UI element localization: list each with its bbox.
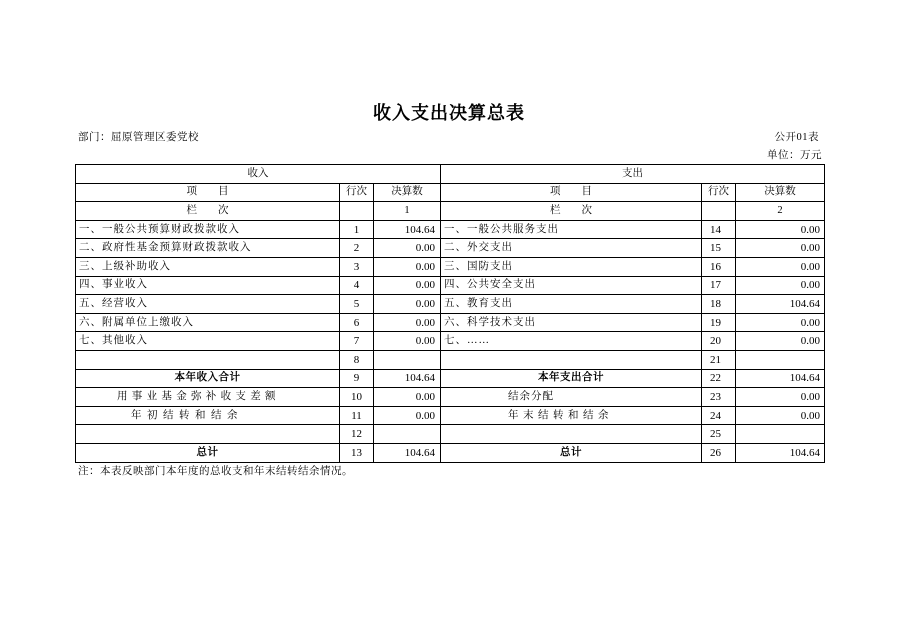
- income-amount-cell: 104.64: [374, 220, 441, 239]
- unit-label: 单位：万元: [767, 150, 822, 161]
- expense-line-cell: 14: [702, 220, 736, 239]
- table-row: [76, 332, 825, 351]
- subtotal-row: [76, 369, 825, 388]
- expense-amount-cell: 0.00: [736, 406, 825, 425]
- expense-line-cell: 26: [702, 443, 736, 462]
- expense-amount-cell: 0.00: [736, 388, 825, 407]
- expense-line-cell: 22: [702, 369, 736, 388]
- table-row: [76, 313, 825, 332]
- expense-item-cell: 六、科学技术支出: [441, 313, 702, 332]
- expense-line-cell: 24: [702, 406, 736, 425]
- income-line-cell: 2: [340, 239, 374, 258]
- income-line-cell: 4: [340, 276, 374, 295]
- empty-cell: [374, 350, 441, 369]
- expense-line-cell: 16: [702, 257, 736, 276]
- expense-index-number: 2: [736, 202, 825, 221]
- expense-total-amount: 104.64: [736, 443, 825, 462]
- income-item-cell: 三、上级补助收入: [76, 257, 340, 276]
- income-item-cell: 年初结转和结余: [76, 406, 340, 425]
- income-section-header: 收入: [76, 165, 441, 184]
- income-item-cell: 二、政府性基金预算财政拨款收入: [76, 239, 340, 258]
- column-index-row: [76, 202, 825, 221]
- expense-item-cell: 七、……: [441, 332, 702, 351]
- table-row: [76, 257, 825, 276]
- expense-item-cell: 四、公共安全支出: [441, 276, 702, 295]
- column-header-row: [76, 183, 825, 202]
- expense-total-label: 总计: [441, 443, 702, 462]
- income-amount-cell: 0.00: [374, 239, 441, 258]
- expense-item-header: 项 目: [441, 183, 702, 202]
- expense-section-header: 支出: [441, 165, 825, 184]
- income-item-cell: 七、其他收入: [76, 332, 340, 351]
- expense-item-cell: 一、一般公共服务支出: [441, 220, 702, 239]
- section-header-row: [76, 165, 825, 184]
- empty-cell: [736, 425, 825, 444]
- expense-amount-cell: 0.00: [736, 257, 825, 276]
- expense-index-label: 栏 次: [441, 202, 702, 221]
- expense-line-cell: 25: [702, 425, 736, 444]
- footnote: 注：本表反映部门本年度的总收支和年末结转结余情况。: [78, 466, 353, 477]
- income-amount-cell: 0.00: [374, 388, 441, 407]
- income-line-cell: 7: [340, 332, 374, 351]
- income-expense-table: [75, 164, 825, 463]
- income-amount-cell: 0.00: [374, 406, 441, 425]
- expense-item-cell: 二、外交支出: [441, 239, 702, 258]
- empty-cell: [736, 350, 825, 369]
- income-amount-cell: 0.00: [374, 257, 441, 276]
- table-row: [76, 295, 825, 314]
- table-row: [76, 350, 825, 369]
- expense-line-cell: 15: [702, 239, 736, 258]
- expense-line-cell: 21: [702, 350, 736, 369]
- expense-amount-header: 决算数: [736, 183, 825, 202]
- expense-amount-cell: 0.00: [736, 276, 825, 295]
- expense-line-cell: 23: [702, 388, 736, 407]
- table-row: [76, 388, 825, 407]
- empty-cell: [702, 202, 736, 221]
- expense-amount-cell: 0.00: [736, 332, 825, 351]
- expense-amount-cell: 0.00: [736, 313, 825, 332]
- expense-item-cell: 五、教育支出: [441, 295, 702, 314]
- document-title: 收入支出决算总表: [373, 103, 525, 123]
- department-label: 部门：屈原管理区委党校: [78, 132, 199, 143]
- expense-item-cell: 年末结转和结余: [441, 406, 702, 425]
- expense-subtotal-label: 本年支出合计: [441, 369, 702, 388]
- income-line-cell: 8: [340, 350, 374, 369]
- total-row: [76, 443, 825, 462]
- expense-amount-cell: 104.64: [736, 295, 825, 314]
- income-line-cell: 3: [340, 257, 374, 276]
- income-total-amount: 104.64: [374, 443, 441, 462]
- income-index-label: 栏 次: [76, 202, 340, 221]
- income-item-cell: 用事业基金弥补收支差额: [76, 388, 340, 407]
- expense-subtotal-amount: 104.64: [736, 369, 825, 388]
- empty-cell: [441, 350, 702, 369]
- income-line-cell: 10: [340, 388, 374, 407]
- expense-line-cell: 17: [702, 276, 736, 295]
- expense-item-cell: 结余分配: [441, 388, 702, 407]
- income-line-cell: 5: [340, 295, 374, 314]
- income-index-number: 1: [374, 202, 441, 221]
- table-row: [76, 276, 825, 295]
- income-amount-cell: 0.00: [374, 295, 441, 314]
- income-subtotal-amount: 104.64: [374, 369, 441, 388]
- income-amount-cell: 0.00: [374, 276, 441, 295]
- table-row: [76, 239, 825, 258]
- income-line-cell: 12: [340, 425, 374, 444]
- table-row: [76, 425, 825, 444]
- income-item-header: 项 目: [76, 183, 340, 202]
- income-line-header: 行次: [340, 183, 374, 202]
- table-row: [76, 406, 825, 425]
- income-item-cell: 五、经营收入: [76, 295, 340, 314]
- expense-line-cell: 18: [702, 295, 736, 314]
- income-subtotal-label: 本年收入合计: [76, 369, 340, 388]
- empty-cell: [374, 425, 441, 444]
- expense-amount-cell: 0.00: [736, 239, 825, 258]
- income-line-cell: 11: [340, 406, 374, 425]
- income-line-cell: 13: [340, 443, 374, 462]
- income-item-cell: 六、附属单位上缴收入: [76, 313, 340, 332]
- income-line-cell: 6: [340, 313, 374, 332]
- empty-cell: [76, 350, 340, 369]
- income-item-cell: 一、一般公共预算财政拨款收入: [76, 220, 340, 239]
- income-amount-cell: 0.00: [374, 313, 441, 332]
- expense-line-cell: 20: [702, 332, 736, 351]
- empty-cell: [441, 425, 702, 444]
- expense-item-cell: 三、国防支出: [441, 257, 702, 276]
- income-total-label: 总计: [76, 443, 340, 462]
- income-amount-cell: 0.00: [374, 332, 441, 351]
- expense-line-cell: 19: [702, 313, 736, 332]
- form-code-label: 公开01表: [774, 132, 819, 143]
- empty-cell: [340, 202, 374, 221]
- expense-line-header: 行次: [702, 183, 736, 202]
- income-line-cell: 9: [340, 369, 374, 388]
- expense-amount-cell: 0.00: [736, 220, 825, 239]
- income-line-cell: 1: [340, 220, 374, 239]
- empty-cell: [76, 425, 340, 444]
- table-row: [76, 220, 825, 239]
- income-item-cell: 四、事业收入: [76, 276, 340, 295]
- income-amount-header: 决算数: [374, 183, 441, 202]
